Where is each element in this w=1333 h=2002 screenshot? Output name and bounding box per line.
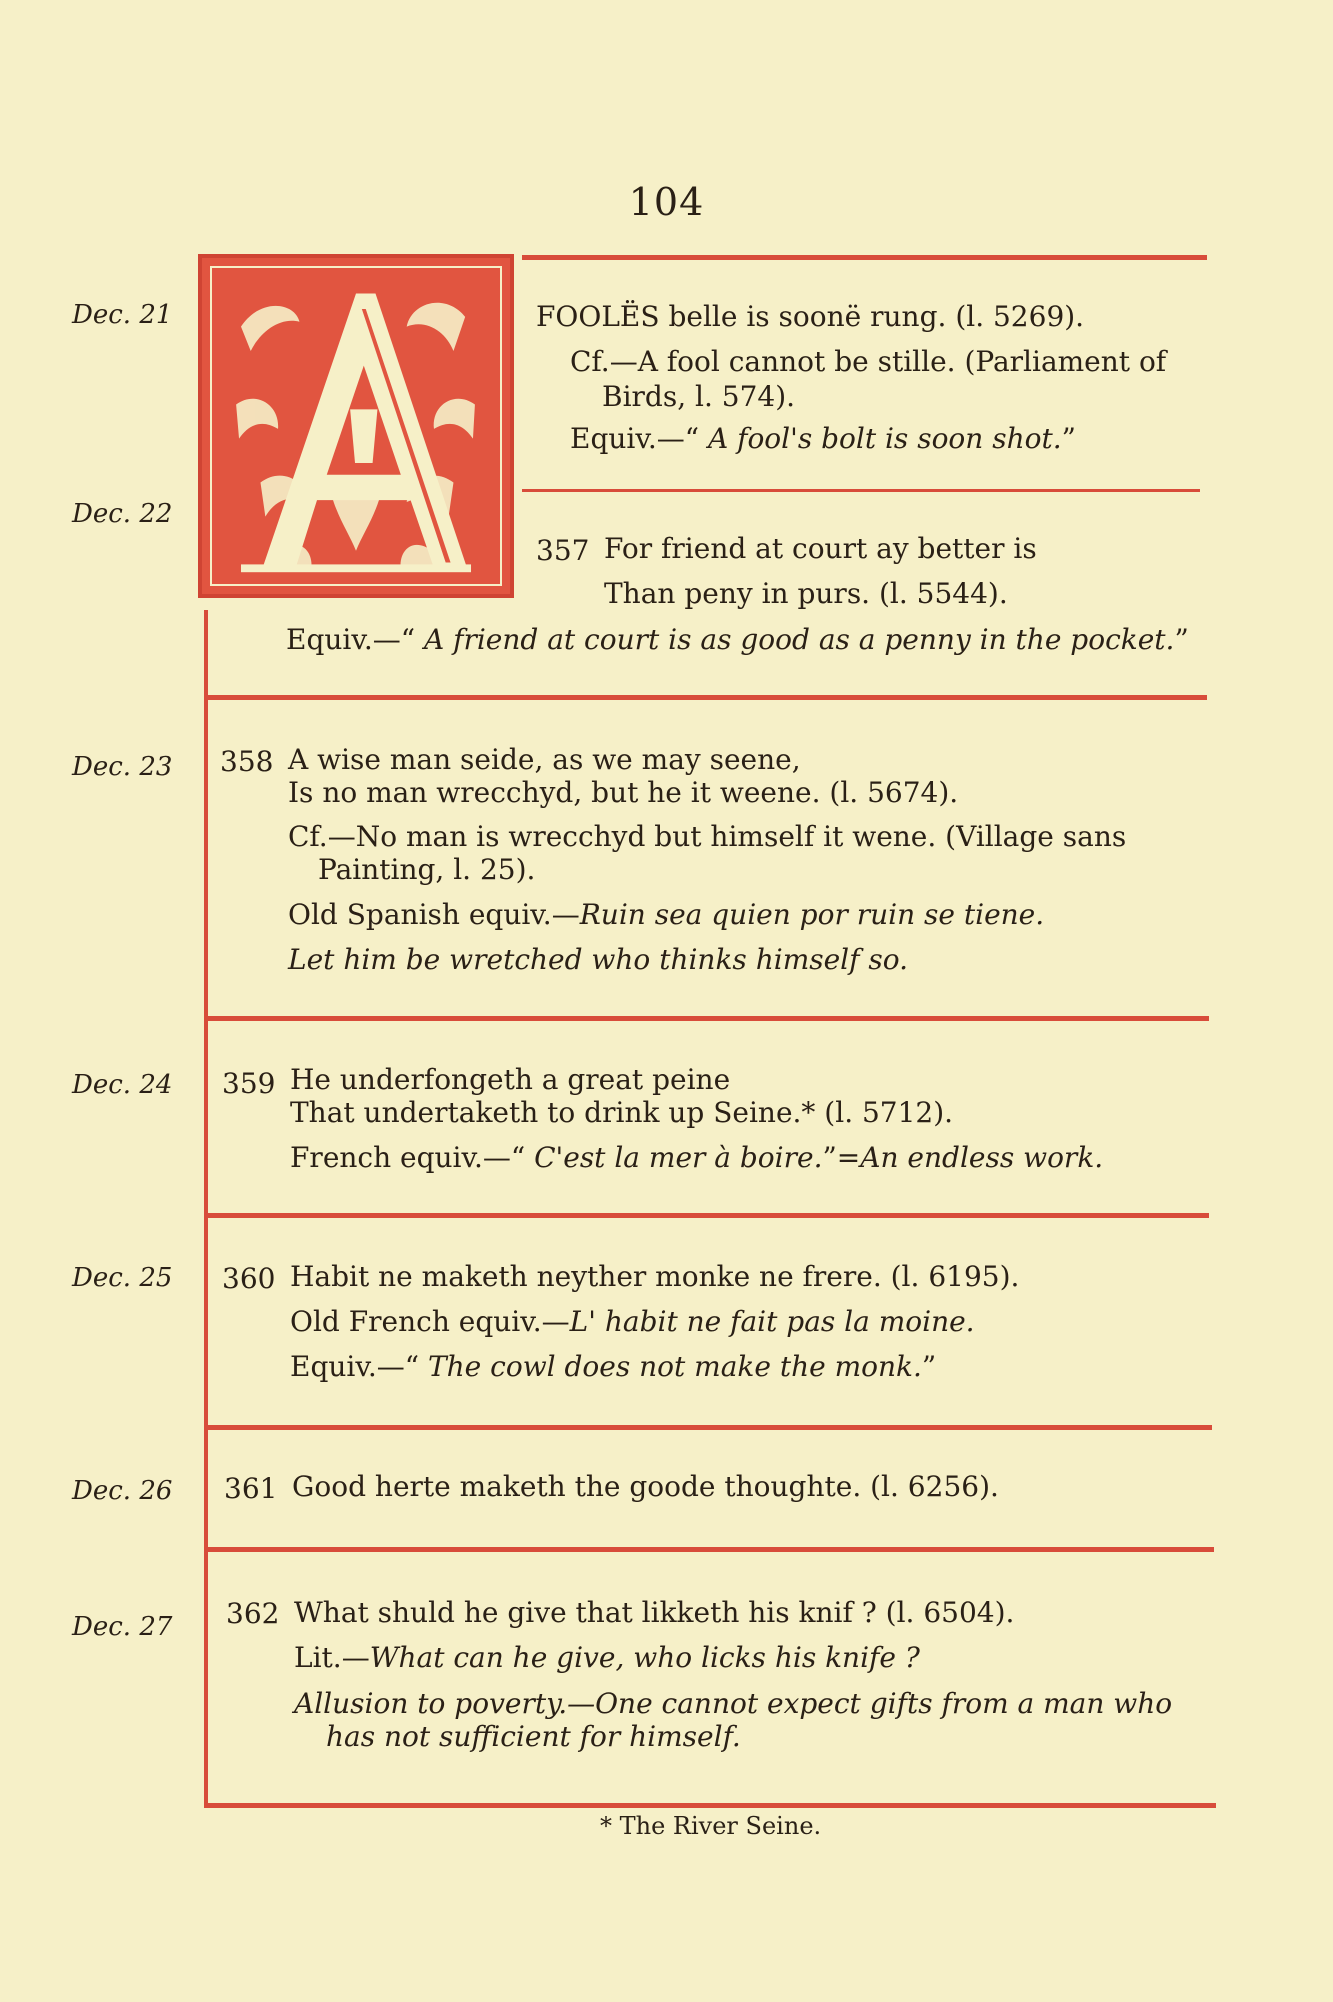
entry-358-spanish: Old Spanish equiv.—Ruin sea quien por ruin se tiene.	[288, 898, 1045, 931]
date-dec-22: Dec. 22	[72, 499, 173, 529]
entry-362-lit: Lit.—What can he give, who licks his knife ?	[294, 1641, 920, 1674]
entry-362-number: 362	[226, 1597, 280, 1630]
footnote: * The River Seine.	[600, 1812, 822, 1840]
rule-after-358	[204, 1016, 1209, 1021]
entry-357-line1: For friend at court ay better is	[604, 532, 1037, 565]
entry-360-number: 360	[222, 1262, 276, 1295]
date-dec-24: Dec. 24	[72, 1070, 173, 1100]
date-dec-25: Dec. 25	[72, 1263, 173, 1293]
entry-356-line1: FOOLËS belle is soonë rung. (l. 5269).	[536, 300, 1085, 333]
left-vertical-rule	[204, 610, 208, 1806]
entry-356-cf-line2: Birds, l. 574).	[602, 380, 796, 413]
entry-359-number: 359	[222, 1067, 276, 1100]
entry-356-cf-line1: Cf.—A fool cannot be stille. (Parliament of	[570, 345, 1167, 378]
page-number: 104	[628, 180, 705, 224]
rule-after-359	[204, 1213, 1209, 1218]
top-rule	[522, 255, 1207, 260]
rule-after-356	[522, 489, 1200, 492]
entry-360-equiv: Equiv.—“ The cowl does not make the monk.”	[290, 1350, 937, 1383]
entry-362-line1: What shuld he give that likketh his knif ? (l. 6504).	[294, 1596, 1015, 1629]
entry-357-line2: Than peny in purs. (l. 5544).	[604, 577, 1008, 610]
entry-360-line1: Habit ne maketh neyther monke ne frere. (l. 6195).	[290, 1260, 1020, 1293]
rule-after-360	[204, 1425, 1212, 1430]
entry-362-allusion-line1: Allusion to poverty.—One cannot expect gifts from a man who	[294, 1687, 1173, 1720]
decorated-initial-letter-icon	[198, 254, 514, 598]
entry-358-cf-line2: Painting, l. 25).	[318, 853, 536, 886]
entry-358-cf-line1: Cf.—No man is wrecchyd but himself it wene. (Village sans	[288, 820, 1127, 853]
date-dec-26: Dec. 26	[72, 1476, 173, 1506]
date-dec-21: Dec. 21	[72, 300, 173, 330]
entry-358-number: 358	[220, 745, 274, 778]
entry-358-line1: A wise man seide, as we may seene,	[288, 743, 801, 776]
entry-358-translation: Let him be wretched who thinks himself so.	[288, 943, 909, 976]
entry-361-line1: Good herte maketh the goode thoughte. (l. 6256).	[292, 1470, 999, 1503]
bottom-rule	[204, 1803, 1216, 1808]
entry-356-equiv: Equiv.—“ A fool's bolt is soon shot.”	[570, 422, 1076, 455]
entry-357-number: 357	[536, 534, 590, 567]
entry-362-allusion-line2: has not sufficient for himself.	[326, 1720, 741, 1753]
rule-after-361	[204, 1547, 1214, 1552]
entry-361-number: 361	[224, 1472, 278, 1505]
entry-360-oldfrench: Old French equiv.—L' habit ne fait pas la moine.	[290, 1305, 975, 1338]
initial-ornament-icon	[202, 258, 510, 594]
entry-359-line2: That undertaketh to drink up Seine.* (l. 5712).	[290, 1096, 954, 1129]
rule-after-357	[204, 695, 1207, 700]
entry-359-french: French equiv.—“ C'est la mer à boire.”=An endless work.	[290, 1141, 1104, 1174]
date-dec-23: Dec. 23	[72, 752, 173, 782]
date-dec-27: Dec. 27	[72, 1612, 173, 1642]
entry-357-equiv: Equiv.—“ A friend at court is as good as a penny in the pocket.”	[286, 623, 1189, 656]
entry-359-line1: He underfongeth a great peine	[290, 1063, 731, 1096]
entry-358-line2: Is no man wrecchyd, but he it weene. (l. 5674).	[288, 776, 959, 809]
